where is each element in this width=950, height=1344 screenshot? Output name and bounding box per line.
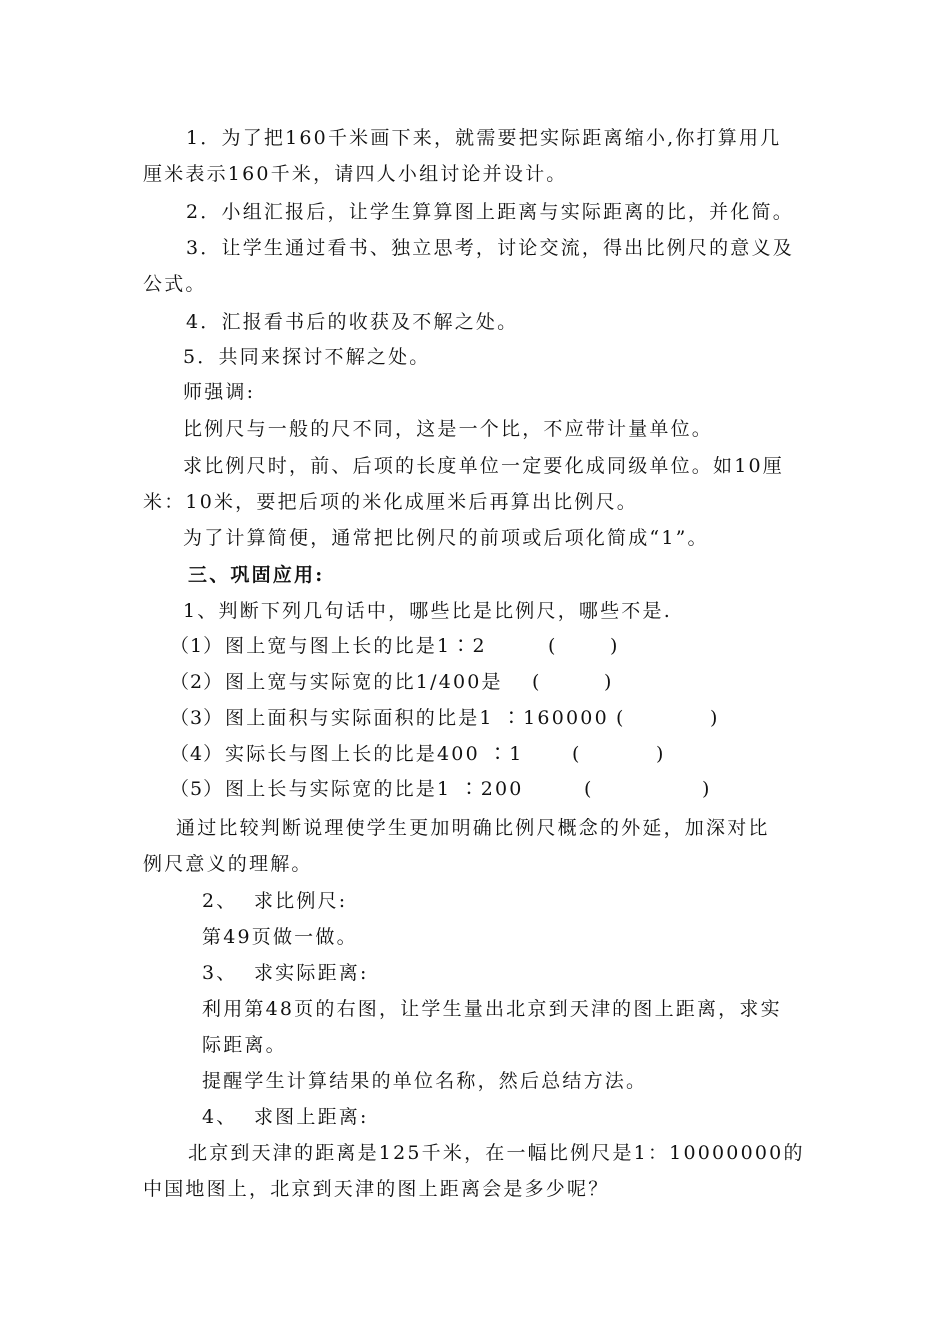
judgement-number: （1） xyxy=(170,635,224,657)
answer-blank-open: ( xyxy=(584,778,592,800)
question-3-body-line-3: 提醒学生计算结果的单位名称，然后总结方法。 xyxy=(202,1070,648,1092)
step-4: 4．汇报看书后的收获及不解之处。 xyxy=(186,311,519,333)
question-4-body-line-1: 北京到天津的距离是125千米，在一幅比例尺是1：10000000的 xyxy=(188,1142,805,1164)
answer-blank-open: ( xyxy=(532,671,540,693)
question-3-body-line-1: 利用第48页的右图，让学生量出北京到天津的图上距离，求实 xyxy=(202,998,782,1020)
judgement-number: （4） xyxy=(170,743,224,765)
step-3-line-2: 公式。 xyxy=(143,273,207,295)
answer-blank-close: ) xyxy=(710,707,718,729)
judgement-text: 图上宽与实际宽的比1/400是 xyxy=(225,671,503,693)
judgement-text: 图上面积与实际面积的比是1 ∶160000 xyxy=(225,707,609,729)
answer-blank-open: ( xyxy=(548,635,556,657)
step-3-line-1: 3．让学生通过看书、独立思考，讨论交流，得出比例尺的意义及 xyxy=(186,237,794,259)
judgement-number: （2） xyxy=(170,671,224,693)
teacher-emphasis-label: 师强调: xyxy=(183,381,256,403)
section-3-heading: 三、巩固应用: xyxy=(188,564,325,586)
answer-blank-close: ) xyxy=(610,635,618,657)
answer-blank-open: ( xyxy=(572,743,580,765)
judgement-text: 图上宽与图上长的比是1∶2 xyxy=(225,635,487,657)
note-3: 为了计算简便，通常把比例尺的前项或后项化简成“1”。 xyxy=(183,527,709,549)
step-2: 2．小组汇报后，让学生算算图上距离与实际距离的比，并化简。 xyxy=(186,201,794,223)
answer-blank-close: ) xyxy=(604,671,612,693)
question-4-title: 4、 求图上距离: xyxy=(202,1106,369,1128)
answer-blank-open: ( xyxy=(616,707,624,729)
question-3-title: 3、 求实际距离: xyxy=(202,962,369,984)
step-1-line-2: 厘米表示160千米，请四人小组讨论并设计。 xyxy=(143,163,568,185)
judgement-number: （5） xyxy=(170,778,224,800)
judgement-text: 图上长与实际宽的比是1 ∶200 xyxy=(225,778,524,800)
judgement-number: （3） xyxy=(170,707,224,729)
answer-blank-close: ) xyxy=(702,778,710,800)
question-1-title: 1、判断下列几句话中，哪些比是比例尺，哪些不是. xyxy=(183,600,672,622)
note-1: 比例尺与一般的尺不同，这是一个比，不应带计量单位。 xyxy=(183,418,714,440)
question-2-title: 2、 求比例尺: xyxy=(202,890,348,912)
judgement-text: 实际长与图上长的比是400 ∶1 xyxy=(225,743,524,765)
question-2-body: 第49页做一做。 xyxy=(202,926,358,948)
note-2-line-1: 求比例尺时，前、后项的长度单位一定要化成同级单位。如10厘 xyxy=(183,455,784,477)
question-3-body-line-2: 际距离。 xyxy=(202,1034,287,1056)
explanation-line-2: 例尺意义的理解。 xyxy=(143,853,313,875)
step-1-line-1: 1．为了把160千米画下来，就需要把实际距离缩小,你打算用几 xyxy=(186,127,782,149)
explanation-line-1: 通过比较判断说理使学生更加明确比例尺概念的外延，加深对比 xyxy=(176,817,770,839)
note-2-line-2: 米：10米，要把后项的米化成厘米后再算出比例尺。 xyxy=(143,491,638,513)
step-5: 5．共同来探讨不解之处。 xyxy=(183,346,431,368)
question-4-body-line-2: 中国地图上，北京到天津的图上距离会是多少呢？ xyxy=(143,1178,610,1200)
answer-blank-close: ) xyxy=(656,743,664,765)
